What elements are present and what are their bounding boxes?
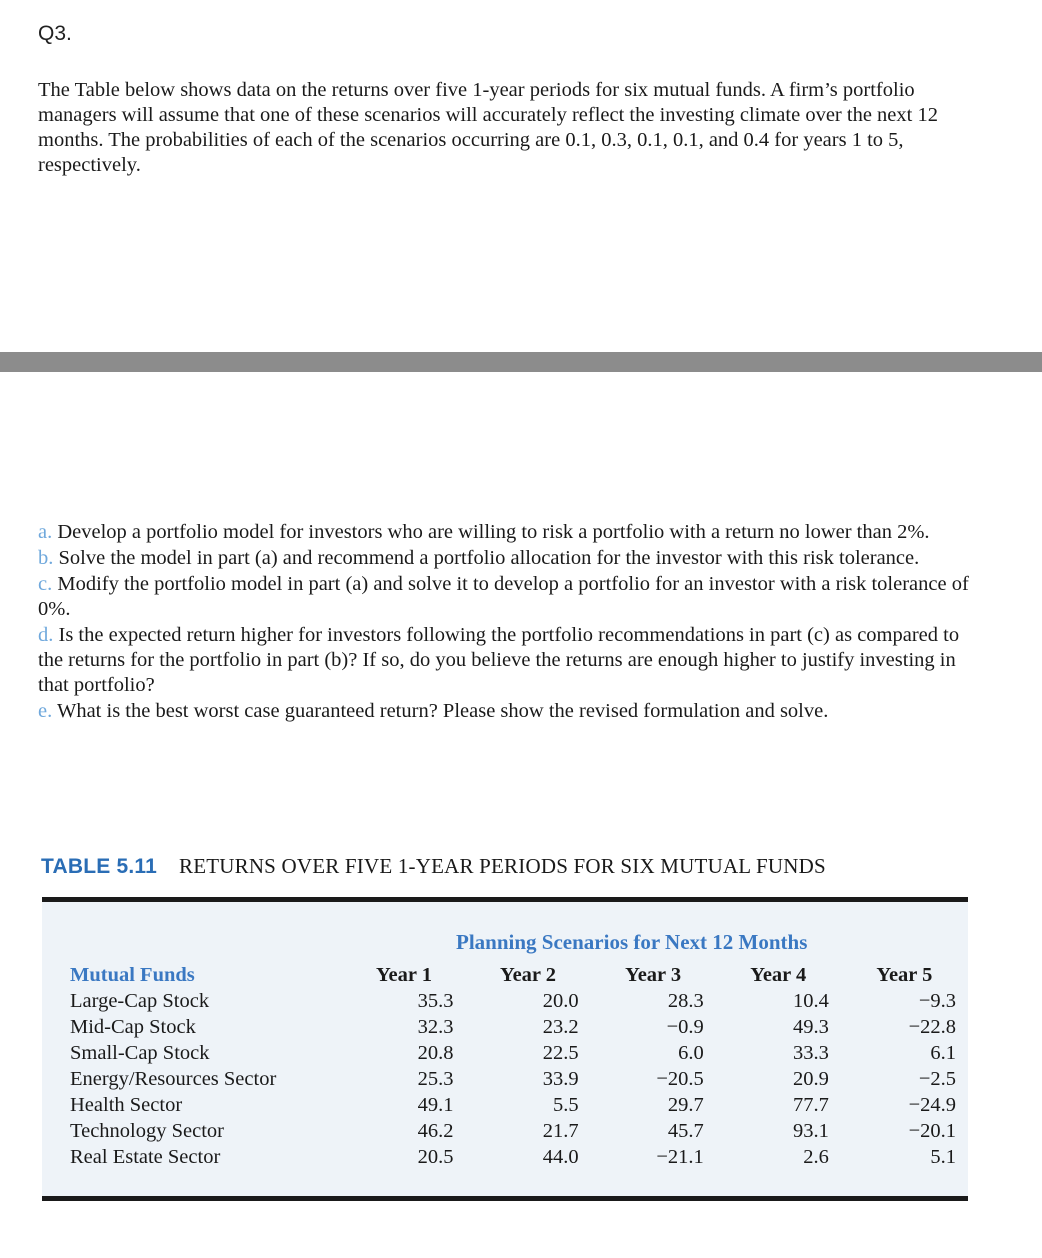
fund-column-header: Mutual Funds	[70, 964, 195, 986]
part-text: Modify the portfolio model in part (a) and solve it to develop a portfolio for an investor with a risk tolerance of 0%.	[38, 573, 969, 620]
return-value: 20.9	[792, 1068, 829, 1090]
part-text: Is the expected return higher for investors following the portfolio recommendations in part (c) as compared to the returns for the portfolio in part (b)? If so, do you believe the returns are enough higher to justify investing in that portfolio?	[38, 624, 960, 696]
part-letter: b.	[38, 547, 54, 569]
table-caption	[41, 854, 1001, 879]
return-value: 6.0	[678, 1042, 704, 1064]
return-value: 33.3	[792, 1042, 829, 1064]
return-value: 10.4	[792, 990, 829, 1012]
return-value: 25.3	[417, 1068, 454, 1090]
return-value: −21.1	[656, 1146, 704, 1168]
year-header: Year 1	[376, 964, 432, 986]
part-c	[38, 572, 988, 622]
return-value: 49.3	[792, 1016, 829, 1038]
return-value: 20.5	[417, 1146, 454, 1168]
return-value: 29.7	[667, 1094, 704, 1116]
question-label: Q3.	[38, 22, 72, 45]
table-header-row	[70, 962, 968, 988]
return-value: 5.5	[552, 1094, 579, 1116]
return-value: 28.3	[667, 990, 704, 1012]
return-value: 44.0	[542, 1146, 579, 1168]
return-value: −9.3	[918, 990, 956, 1012]
table-row	[70, 988, 968, 1014]
returns-table	[70, 962, 968, 1170]
return-value: 32.3	[417, 1016, 454, 1038]
return-value: −22.8	[908, 1016, 956, 1038]
part-text: Solve the model in part (a) and recommend a portfolio allocation for the investor with this risk tolerance.	[53, 547, 920, 569]
part-d	[38, 623, 988, 698]
table-row	[70, 1066, 968, 1092]
return-value: −20.5	[656, 1068, 704, 1090]
part-letter: e.	[38, 700, 53, 722]
part-letter: a.	[38, 521, 53, 543]
return-value: −0.9	[666, 1016, 704, 1038]
part-e	[38, 699, 988, 724]
return-value: 5.1	[930, 1146, 956, 1168]
table-caption-text: RETURNS OVER FIVE 1-YEAR PERIODS FOR SIX MUTUAL FUNDS	[178, 854, 826, 878]
table-row	[70, 1040, 968, 1066]
part-text: What is the best worst case guaranteed return? Please show the revised formulation and solve.	[52, 700, 829, 722]
fund-name: Real Estate Sector	[70, 1146, 221, 1168]
return-value: 2.6	[803, 1146, 829, 1168]
table-row	[70, 1092, 968, 1118]
fund-name: Mid-Cap Stock	[70, 1016, 196, 1038]
fund-name: Small-Cap Stock	[70, 1042, 210, 1064]
fund-name: Technology Sector	[70, 1120, 224, 1142]
part-letter: d.	[38, 624, 54, 646]
fund-name: Energy/Resources Sector	[70, 1068, 277, 1090]
return-value: −20.1	[908, 1120, 956, 1142]
return-value: 20.8	[417, 1042, 454, 1064]
return-value: 6.1	[930, 1042, 956, 1064]
year-header: Year 5	[876, 964, 933, 986]
scenario-title: Planning Scenarios for Next 12 Months	[456, 930, 808, 954]
return-value: 23.2	[542, 1016, 579, 1038]
return-value: 49.1	[417, 1094, 454, 1116]
table-row	[70, 1014, 968, 1040]
table-row	[70, 1144, 968, 1170]
return-value: 46.2	[417, 1120, 454, 1142]
table-number: TABLE 5.11	[41, 855, 157, 878]
year-header: Year 2	[500, 964, 557, 986]
return-value: 20.0	[542, 990, 579, 1012]
part-b	[38, 546, 988, 571]
question-parts	[38, 520, 988, 725]
intro-paragraph: The Table below shows data on the returns over five 1-year periods for six mutual funds. A firm’s portfolio managers will assume that one of these scenarios will accurately reflect the investing climate over the next 12 months. The probabilities of each of the scenarios occurring are 0.1, 0.3, 0.1, 0.1, and 0.4 for years 1 to 5, respectively.	[38, 79, 938, 176]
return-value: 77.7	[792, 1094, 829, 1116]
part-text: Develop a portfolio model for investors who are willing to risk a portfolio with a return no lower than 2%.	[52, 521, 930, 543]
return-value: 21.7	[542, 1120, 579, 1142]
divider-bar	[0, 352, 1042, 372]
part-a	[38, 520, 988, 545]
return-value: 33.9	[542, 1068, 579, 1090]
return-value: 35.3	[417, 990, 454, 1012]
fund-name: Large-Cap Stock	[70, 990, 210, 1012]
return-value: −2.5	[918, 1068, 956, 1090]
table-row	[70, 1118, 968, 1144]
return-value: 22.5	[542, 1042, 579, 1064]
fund-name: Health Sector	[70, 1094, 183, 1116]
returns-table-box	[42, 897, 968, 1201]
return-value: 93.1	[792, 1120, 829, 1142]
return-value: −24.9	[908, 1094, 956, 1116]
return-value: 45.7	[667, 1120, 704, 1142]
part-letter: c.	[38, 573, 53, 595]
year-header: Year 4	[750, 964, 807, 986]
year-header: Year 3	[625, 964, 682, 986]
